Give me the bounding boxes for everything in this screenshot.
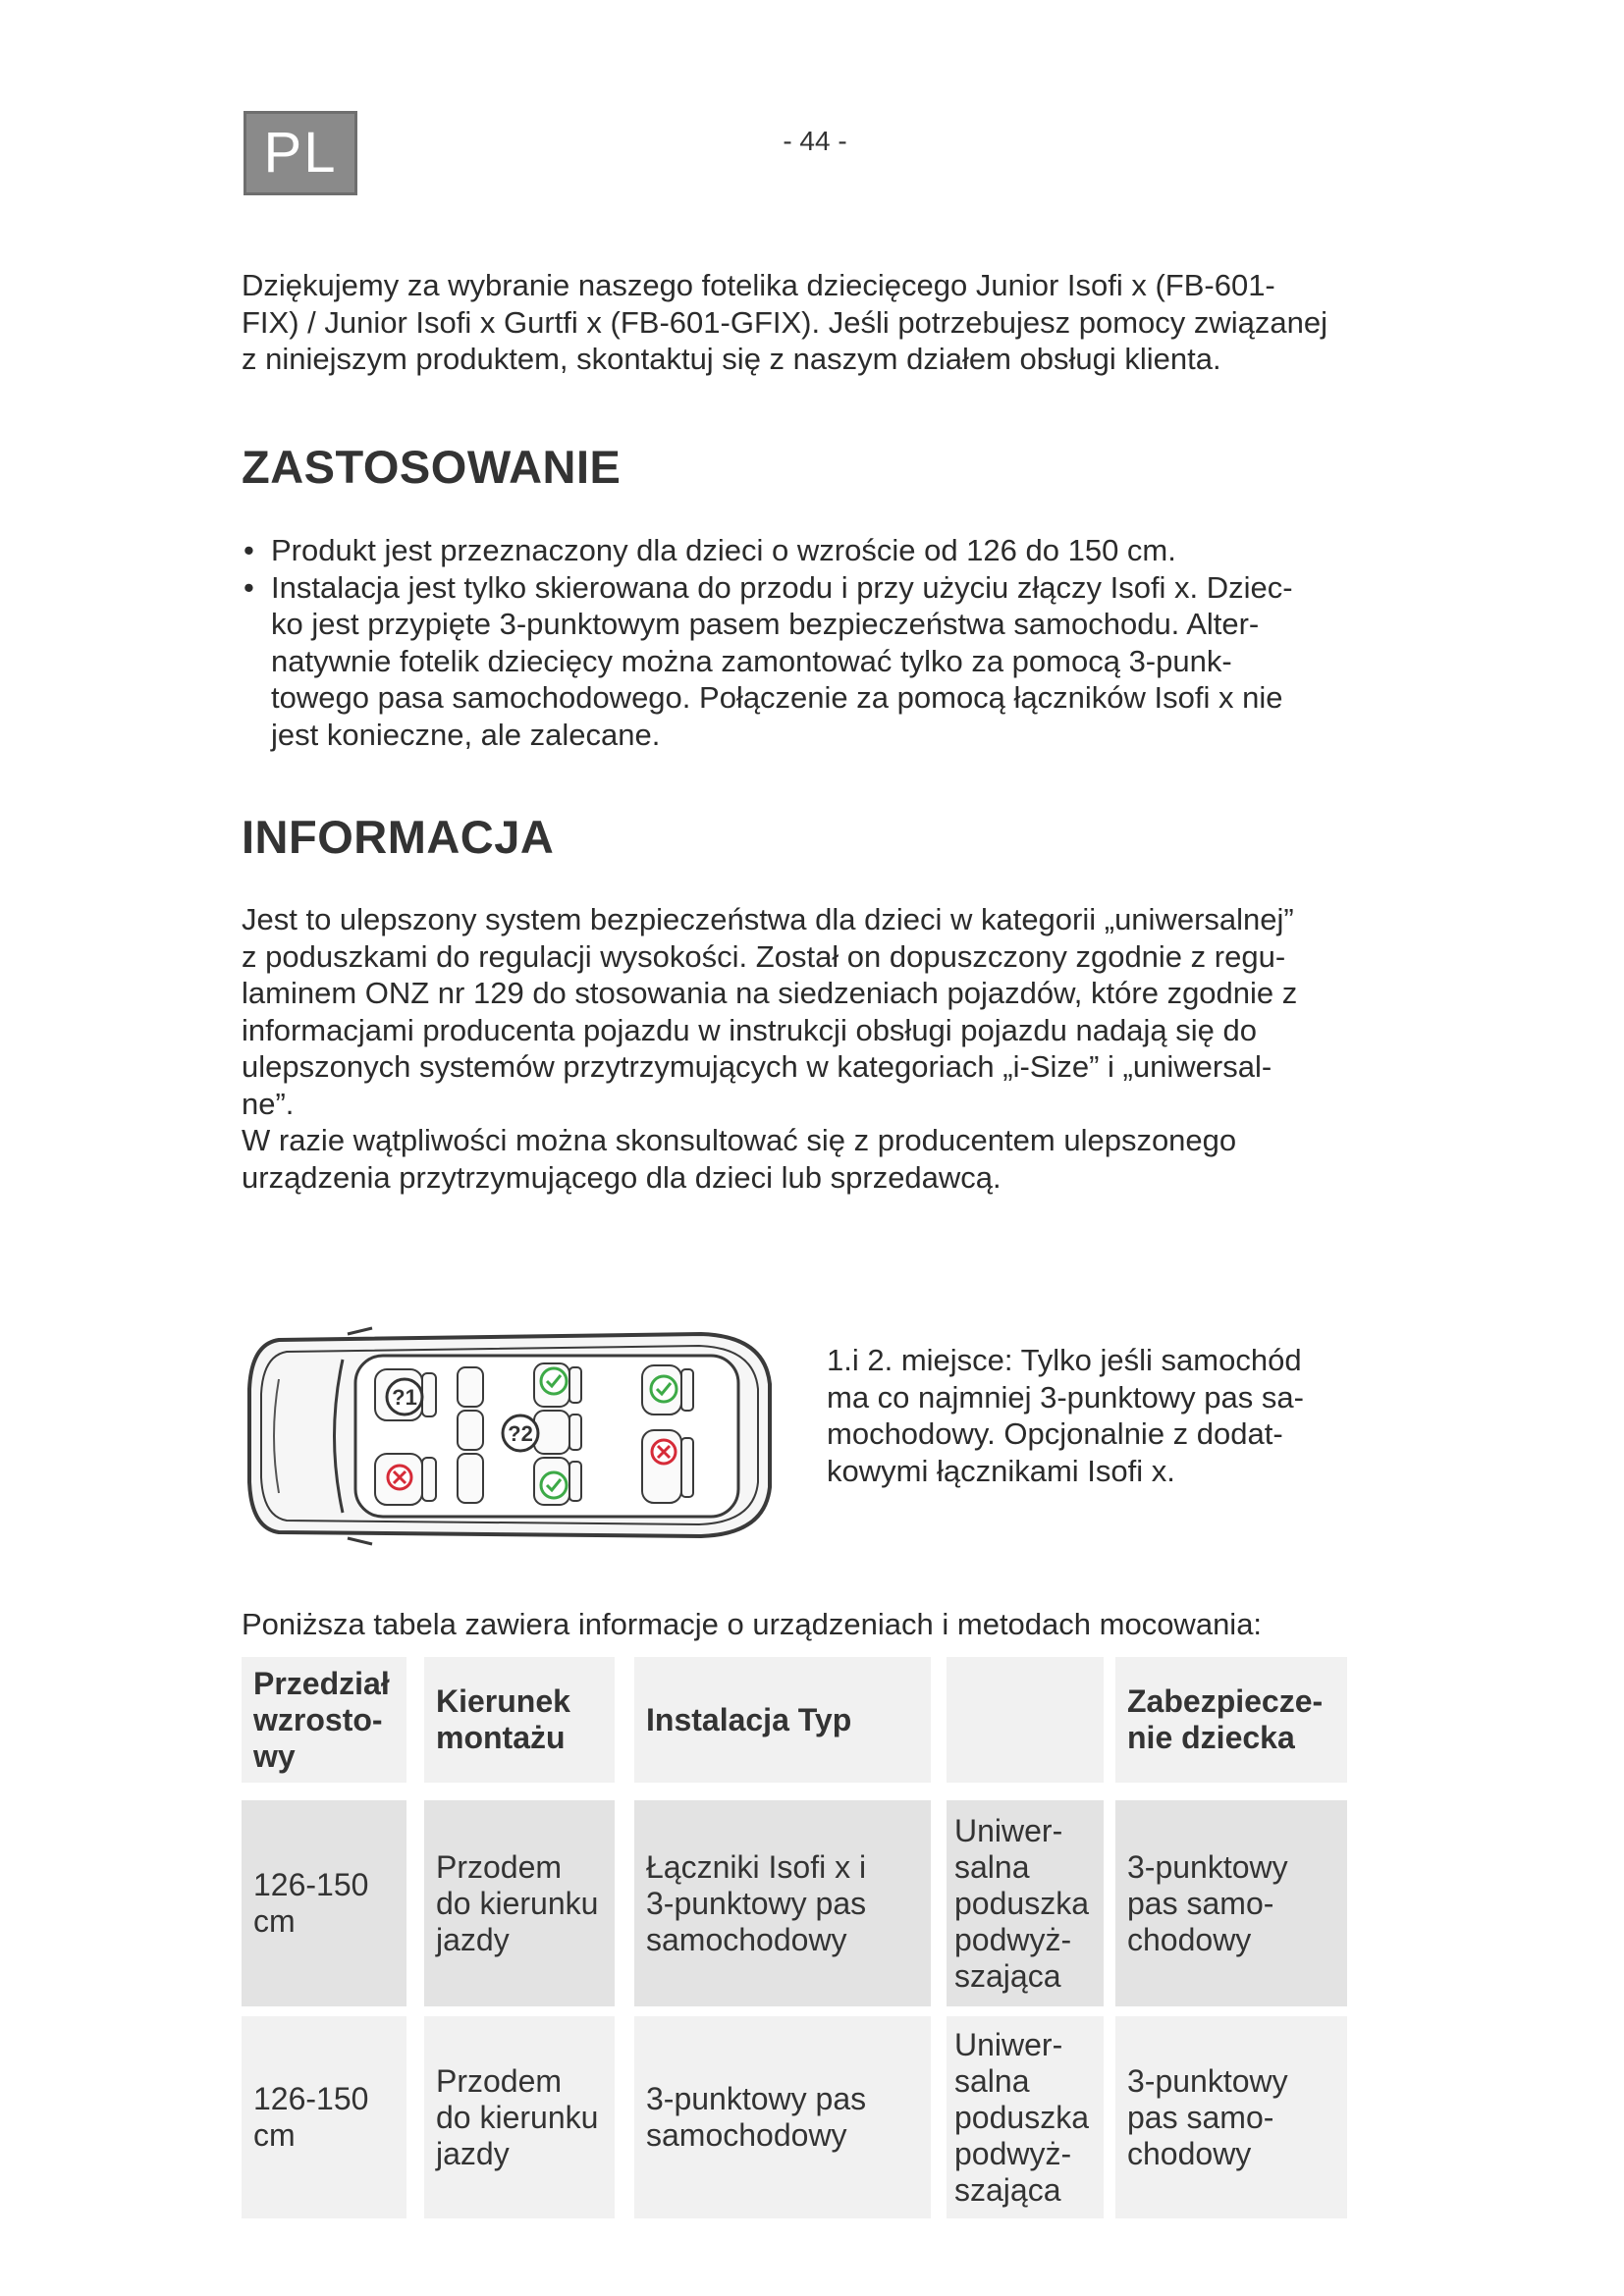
seat-ok-check-icon: [541, 1368, 567, 1394]
intro-paragraph: [242, 267, 1380, 378]
table-cell: [634, 2016, 931, 2218]
intro-line: FIX) / Junior Isofi x Gurtfi x (FB-601-GFIX). Jeśli potrzebujesz pomocy związanej: [242, 304, 1328, 340]
usage-bullet-line: • Instalacja jest tylko skierowana do przodu i przy użyciu złączy Isofi x. Dziec-: [271, 569, 1293, 605]
cell-line: wzrosto-: [253, 1701, 383, 1737]
seat-marker-label: ?1: [392, 1385, 417, 1410]
cell-line: poduszka: [954, 1885, 1089, 1921]
language-badge: PL: [244, 111, 357, 195]
cell-line: 3-punktowy: [1127, 1848, 1288, 1885]
cell-line: samochodowy: [646, 2117, 847, 2153]
table-cell: [1115, 2016, 1347, 2218]
usage-bullet-line: jest konieczne, ale zalecane.: [271, 717, 661, 752]
usage-bullet-line: natywnie fotelik dziecięcy można zamontować tylko za pomocą 3-punk-: [271, 643, 1232, 678]
seat-marker-unknown-2: [503, 1415, 538, 1451]
table-intro: Poniższa tabela zawiera informacje o urządzeniach i metodach mocowania:: [242, 1607, 1263, 1641]
seat-not-allowed-icon: [652, 1440, 676, 1464]
cell-line: pas samo-: [1127, 2099, 1274, 2135]
cell-line: podwyż-: [954, 1921, 1072, 1957]
info-line: ne”.: [242, 1086, 295, 1121]
cell-line: samochodowy: [646, 1921, 847, 1957]
cell-line: wy: [253, 1737, 296, 1774]
table-header-cell: [634, 1657, 931, 1783]
info-line: z poduszkami do regulacji wysokości. Został on dopuszczony zgodnie z regu-: [242, 938, 1286, 974]
info-line: informacjami producenta pojazdu w instrukcji obsługi pojazdu nadają się do: [242, 1012, 1257, 1047]
usage-bullet: [242, 569, 1380, 754]
seat-note-line: mochodowy. Opcjonalnie z dodat-: [827, 1416, 1283, 1451]
cell-line: salna: [954, 1848, 1030, 1885]
table-header-cell: [1115, 1657, 1347, 1783]
cell-line: 126-150: [253, 1867, 369, 1902]
cell-line: montażu: [436, 1720, 566, 1755]
section-heading-zastosowanie: ZASTOSOWANIE: [242, 441, 622, 493]
table-cell: [1115, 1800, 1347, 2006]
seat-not-allowed-icon: [388, 1466, 411, 1489]
cell-line: 3-punktowy pas: [646, 1885, 867, 1921]
car-mirror-bottom: [348, 1538, 372, 1544]
table-header-cell: [424, 1657, 615, 1783]
cell-line: chodowy: [1127, 2135, 1252, 2171]
cell-line: 3-punktowy pas: [646, 2081, 867, 2116]
cell-line: podwyż-: [954, 2135, 1072, 2171]
cell-line: salna: [954, 2062, 1030, 2099]
intro-line: Dziękujemy za wybranie naszego fotelika dziecięcego Junior Isofi x (FB-601-: [242, 268, 1275, 302]
usage-bullet: [242, 532, 1380, 569]
usage-bullet-line: ko jest przypięte 3-punktowym pasem bezpieczeństwa samochodu. Alter-: [271, 607, 1260, 641]
table-cell: [947, 1800, 1104, 2006]
installation-table: [242, 1657, 1356, 2218]
usage-bullet-line: towego pasa samochodowego. Połączenie za pomocą łączników Isofi x nie: [271, 680, 1283, 715]
info-line: laminem ONZ nr 129 do stosowania na siedzeniach pojazdów, które zgodnie z: [242, 976, 1298, 1010]
table-cell: [424, 1800, 615, 2006]
car-seating-diagram: [240, 1320, 780, 1551]
cell-line: cm: [253, 1903, 296, 1939]
cell-line: Przodem: [436, 2062, 563, 2099]
table-cell: [424, 2016, 615, 2218]
cell-line: Przodem: [436, 1848, 563, 1885]
page-number: - 44 -: [783, 126, 847, 156]
table-cell: [634, 1800, 931, 2006]
seat-position-note: [827, 1342, 1363, 1489]
table-header-cell: [242, 1657, 406, 1783]
seat-marker-label: ?2: [508, 1421, 533, 1446]
cell-line: szająca: [954, 1957, 1061, 1994]
info-line: urządzenia przytrzymującego dla dzieci lub sprzedawcą.: [242, 1159, 1001, 1195]
seat-note-line: 1.i 2. miejsce: Tylko jeśli samochód: [827, 1343, 1302, 1377]
table-header-cell: [947, 1657, 1104, 1783]
table-cell: [947, 2016, 1104, 2218]
cell-line: jazdy: [436, 2135, 510, 2171]
table-cell: [242, 1800, 406, 2006]
info-line: ulepszonych systemów przytrzymujących w kategoriach „i-Size” i „uniwersal-: [242, 1049, 1272, 1084]
seat-note-line: kowymi łącznikami Isofi x.: [827, 1453, 1175, 1488]
cell-line: pas samo-: [1127, 1885, 1274, 1921]
cell-line: chodowy: [1127, 1921, 1252, 1957]
cell-line: do kierunku: [436, 1885, 599, 1921]
seat-ok-check-icon: [541, 1472, 567, 1498]
cell-line: nie dziecka: [1127, 1720, 1295, 1755]
section-heading-informacja: INFORMACJA: [242, 811, 555, 863]
information-paragraph: [242, 901, 1380, 1196]
cell-line: do kierunku: [436, 2099, 599, 2135]
usage-bullet-text: Produkt jest przeznaczony dla dzieci o wzroście od 126 do 150 cm.: [271, 533, 1176, 567]
cell-line: cm: [253, 2117, 296, 2153]
cell-line: jazdy: [436, 1921, 510, 1957]
cell-line: szająca: [954, 2171, 1061, 2208]
cell-line: 3-punktowy: [1127, 2062, 1288, 2099]
intro-line: z niniejszym produktem, skontaktuj się z naszym działem obsługi klienta.: [242, 342, 1221, 376]
cell-line: Przedział: [253, 1665, 390, 1701]
table-cell: [242, 2016, 406, 2218]
cell-line: Zabezpiecze-: [1127, 1683, 1324, 1719]
usage-list: [242, 532, 1380, 753]
cell-line: Łączniki Isofi x i: [646, 1848, 867, 1885]
cell-line: Kierunek: [436, 1683, 570, 1719]
cell-line: Uniwer-: [954, 2026, 1063, 2062]
seat-marker-unknown-1: [387, 1379, 422, 1415]
seat-note-line: ma co najmniej 3-punktowy pas sa-: [827, 1379, 1304, 1415]
cell-line: poduszka: [954, 2099, 1089, 2135]
car-mirror-top: [348, 1328, 372, 1334]
info-line: Jest to ulepszony system bezpieczeństwa dla dzieci w kategorii „uniwersalnej”: [242, 902, 1294, 936]
cell-line: 126-150: [253, 2081, 369, 2116]
cell-line: Instalacja Typ: [646, 1701, 852, 1737]
info-line: W razie wątpliwości można skonsultować się z producentem ulepszonego: [242, 1123, 1237, 1157]
cell-line: Uniwer-: [954, 1812, 1063, 1848]
seat-ok-check-icon: [651, 1376, 677, 1402]
